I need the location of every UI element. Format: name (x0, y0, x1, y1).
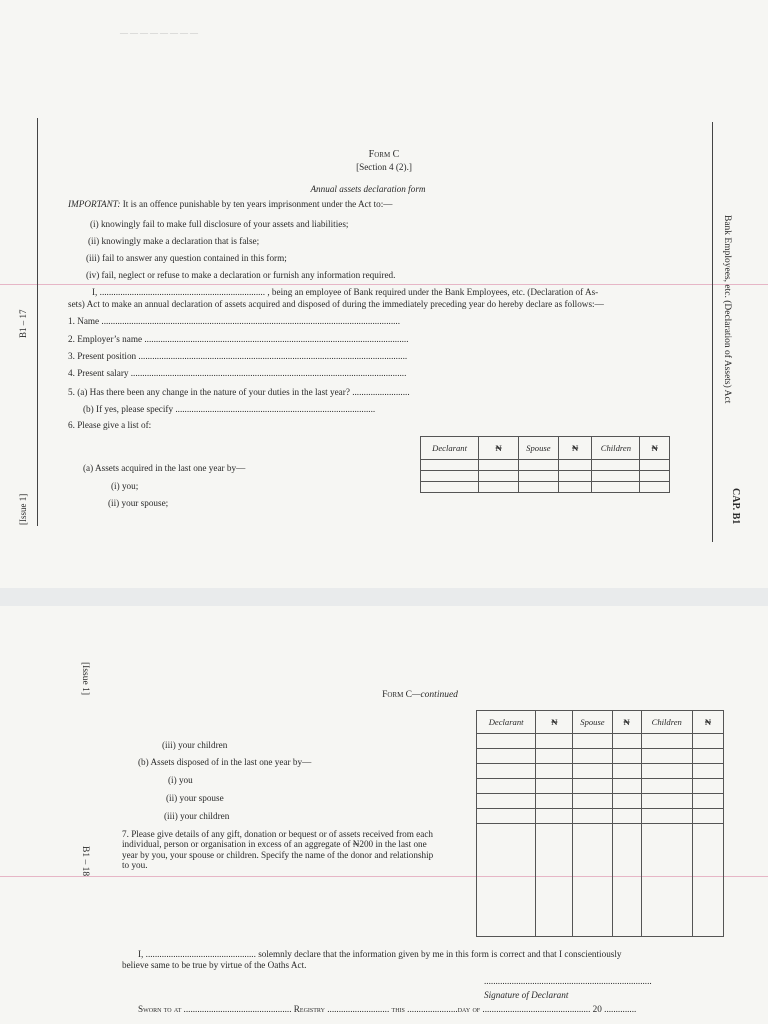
sworn-line[interactable]: Sworn to at ............................................... Registry ........................... this ......................day of ............................................... 20 .............. (138, 1004, 637, 1014)
page-number-left: B1 – 17 (18, 309, 28, 338)
present-salary-field[interactable]: 4. Present salary ........................................................................................................................ (68, 368, 407, 378)
item-7-line: year by you, your spouse or children. Specify the name of the donor and relationship (122, 850, 434, 860)
header-children: Children (592, 437, 640, 460)
employer-name-field[interactable]: 2. Employer’s name ................................................................................................................... (68, 334, 409, 344)
declaration-intro-line1: I, ........................................................................ , being an employee of Bank required under the Bank Employees, etc. (Declaration of As- (92, 287, 599, 297)
table-row[interactable] (477, 779, 724, 794)
signature-label: Signature of Declarant (484, 990, 569, 1000)
item-7-line: 7. Please give details of any gift, donation or bequest or of assets received from each (122, 829, 433, 839)
act-running-head: Bank Employees, etc. (Declaration of Assets) Act (722, 215, 732, 404)
header-spouse: Spouse (518, 437, 558, 460)
table-row[interactable] (477, 764, 724, 779)
table-row[interactable] (477, 794, 724, 809)
chapter-label: CAP. B1 (730, 488, 741, 525)
table-row[interactable] (421, 460, 670, 471)
header-naira: ₦ (692, 711, 723, 734)
table-row[interactable] (477, 734, 724, 749)
assets-disposed-children: (iii) your children (164, 811, 230, 821)
assets-acquired-you: (i) you; (111, 481, 139, 491)
header-naira: ₦ (536, 711, 573, 734)
page-number-left: B1 – 18 (80, 846, 90, 877)
item-6-heading: 6. Please give a list of: (68, 420, 152, 430)
solemn-declaration-line2: believe same to be true by virtue of the Oaths Act. (122, 960, 307, 970)
continued-label: —continued (412, 690, 458, 700)
form-title: Form C (368, 149, 400, 160)
table-row[interactable] (477, 749, 724, 764)
header-naira: ₦ (558, 437, 592, 460)
table-row[interactable] (477, 809, 724, 824)
assets-table-top (420, 436, 670, 493)
table-row[interactable] (421, 482, 670, 493)
item-7-line: individual, person or organisation in excess of an aggregate of ₦200 in the last one (122, 839, 427, 849)
offence-item: (iii) fail to answer any question contained in this form; (86, 253, 287, 263)
header-naira: ₦ (612, 711, 641, 734)
form-title: Form C (382, 690, 413, 700)
assets-disposed-spouse: (ii) your spouse (166, 793, 224, 803)
offence-item: (ii) knowingly make a declaration that is false; (88, 236, 260, 246)
header-children: Children (641, 711, 692, 734)
assets-acquired-children: (iii) your children (162, 740, 228, 750)
table-row[interactable] (421, 471, 670, 482)
offence-item: (i) knowingly fail to make full disclosure of your assets and liabilities; (90, 219, 349, 229)
issue-label-left: [Issue 1] (80, 662, 90, 695)
present-position-field[interactable]: 3. Present position ..................................................................................................................... (68, 351, 408, 361)
solemn-declaration-line1[interactable]: I, ................................................ solemnly declare that the information given by me in this form is correct and that I conscientiously (138, 949, 622, 959)
important-notice (68, 199, 392, 209)
left-margin-rule (37, 118, 38, 526)
form-section: [Section 4 (2).] (356, 162, 412, 172)
scan-line (0, 284, 768, 285)
duties-change-question[interactable]: 5. (a) Has there been any change in the nature of your duties in the last year? ......................... (68, 387, 410, 397)
header-declarant: Declarant (421, 437, 479, 460)
assets-table-bottom (476, 710, 724, 937)
assets-acquired-heading: (a) Assets acquired in the last one year by— (83, 463, 246, 473)
table-row[interactable] (477, 824, 724, 937)
header-spouse: Spouse (573, 711, 612, 734)
table-header-row (421, 437, 670, 460)
assets-disposed-heading: (b) Assets disposed of in the last one year by— (138, 757, 312, 767)
assets-acquired-spouse: (ii) your spouse; (108, 498, 169, 508)
page-two (0, 606, 768, 1024)
header-declarant: Declarant (477, 711, 536, 734)
form-title-continued (0, 690, 768, 700)
duties-specify-field[interactable]: (b) If yes, please specify ....................................................................................... (83, 404, 376, 414)
name-field[interactable]: 1. Name .................................................................................................................................. (68, 316, 401, 326)
table-header-row (477, 711, 724, 734)
offence-item: (iv) fail, neglect or refuse to make a declaration or furnish any information required. (86, 270, 396, 280)
declaration-intro-line2: sets) Act to make an annual declaration of assets acquired and disposed of during the immediately preceding year do hereby declare as follows:— (68, 299, 604, 309)
important-text: It is an offence punishable by ten years imprisonment under the Act to:— (122, 199, 393, 209)
form-subtitle: Annual assets declaration form (310, 184, 426, 194)
header-naira: ₦ (479, 437, 519, 460)
important-label: IMPORTANT: (68, 199, 121, 209)
issue-label-left: [Issue 1] (18, 493, 28, 525)
signature-line[interactable]: ......................................................................... (484, 976, 652, 986)
header-naira: ₦ (640, 437, 670, 460)
item-7-line: to you. (122, 860, 148, 870)
bleed-through-text: — — — — — — — — (120, 28, 198, 37)
assets-disposed-you: (i) you (168, 775, 193, 785)
